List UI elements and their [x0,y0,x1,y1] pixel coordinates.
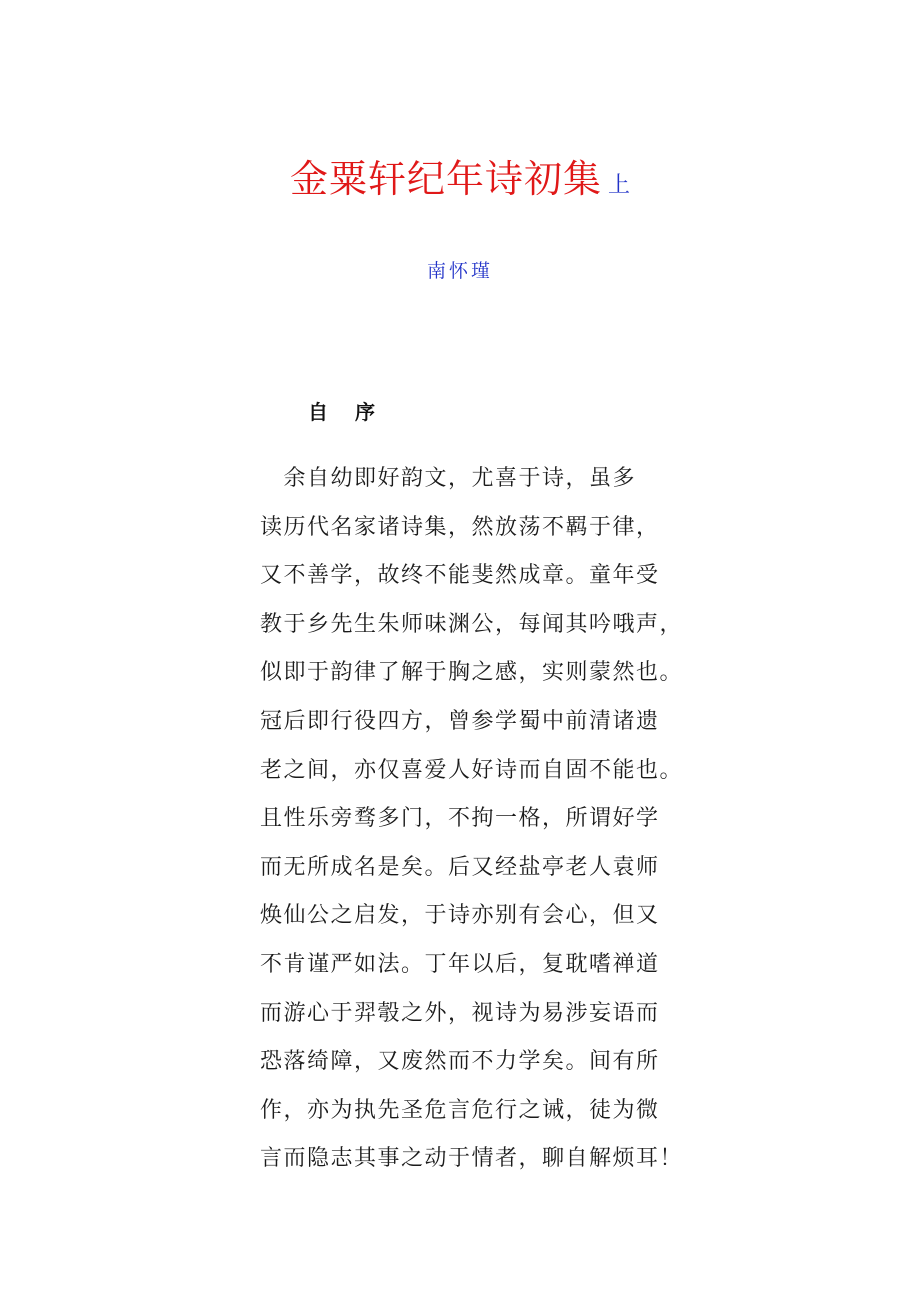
preface-line: 恐落绮障，又废然而不力学矣。间有所 [260,1049,660,1075]
preface-line: 而无所成名是矣。后又经盐亭老人袁师 [260,854,660,880]
preface-line: 老之间，亦仅喜爱人好诗而自固不能也。 [260,757,684,783]
preface-line: 不肯谨严如法。丁年以后，复耽嗜禅道 [260,951,660,977]
document-title [0,148,920,203]
preface-line: 焕仙公之启发，于诗亦别有会心，但又 [260,903,660,929]
title-main: 金粟轩纪年诗初集 [289,157,602,201]
preface-line: 而游心于羿彀之外，视诗为易涉妄语而 [260,1000,660,1026]
title-volume: 上 [608,173,631,198]
preface-line: 冠后即行役四方，曾参学蜀中前清诸遗 [260,708,660,734]
preface-body [260,460,684,1189]
preface-line: 作，亦为执先圣危言危行之诫，徒为微 [260,1097,660,1123]
preface-line: 余自幼即好韵文，尤喜于诗，虽多 [260,466,637,491]
preface-line: 言而隐志其事之动于情者，聊自解烦耳！ [260,1146,684,1172]
preface-line: 且性乐旁骛多门，不拘一格，所谓好学 [260,806,660,832]
preface-line: 读历代名家诸诗集，然放荡不羁于律， [260,514,660,540]
preface-line: 似即于韵律了解于胸之感，实则蒙然也。 [260,660,684,686]
preface-line: 又不善学，故终不能斐然成章。童年受 [260,563,660,589]
preface-line: 教于乡先生朱师味渊公，每闻其吟哦声， [260,611,684,637]
author-name: 南怀瑾 [426,260,493,282]
section-heading: 自 序 [308,400,385,424]
